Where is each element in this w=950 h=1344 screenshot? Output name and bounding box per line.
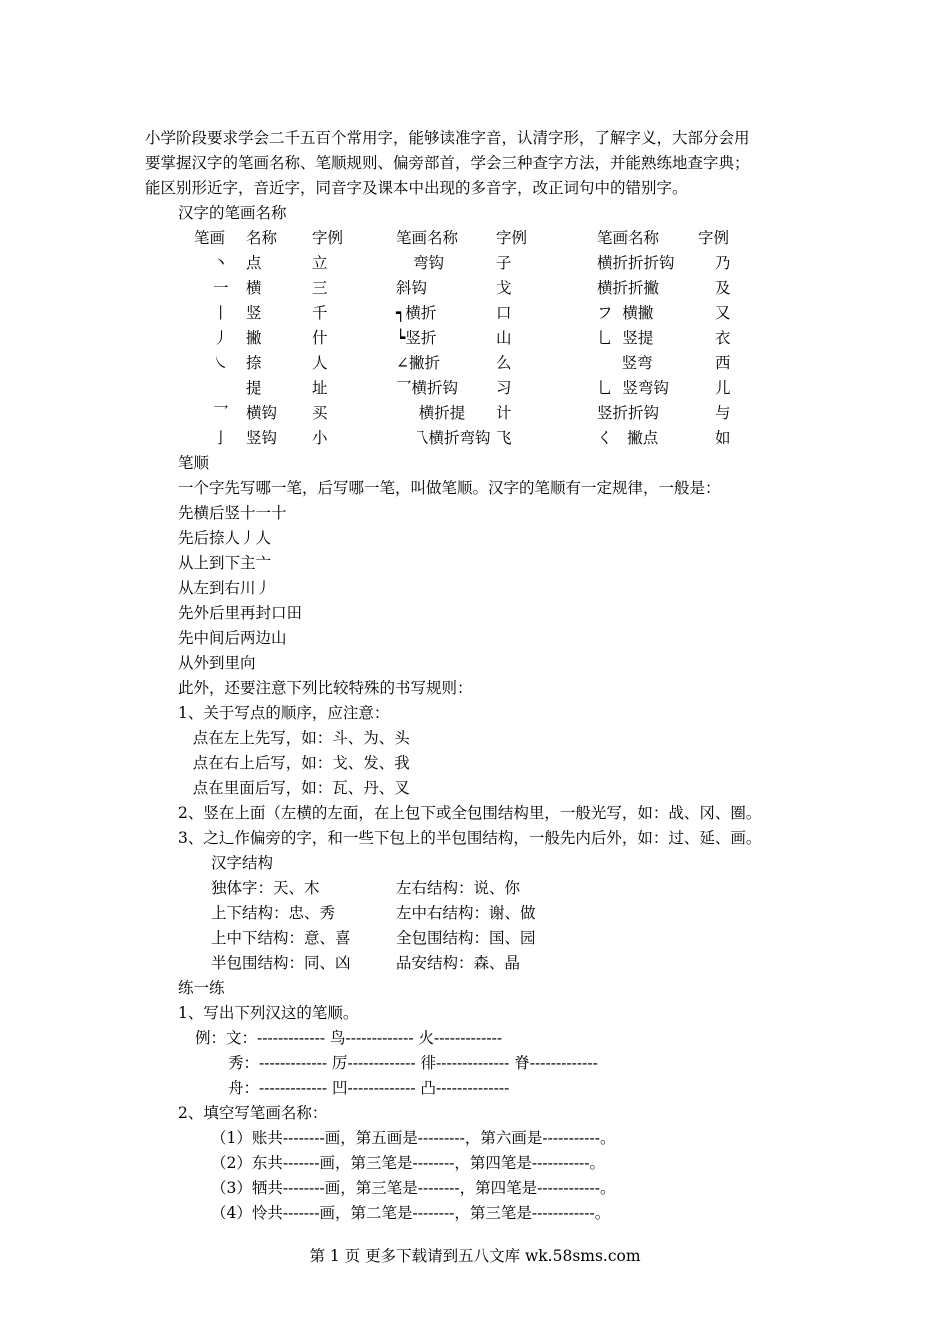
stroke-glyph: 丨 [213,304,229,322]
stroke-name-2: 乁横折弯钩 [413,429,491,447]
stroke-glyph: 亅 [213,429,229,447]
stroke-example-3: 儿 [715,379,731,397]
structure-item: 全包围结构：国、园 [396,929,536,947]
structure-item: 左中右结构：谢、做 [396,904,536,922]
order-rule: 先外后里再封口田 [178,604,303,622]
strokes-header-stroke-name-3: 笔画名称 [597,229,660,247]
stroke-name-3: 乚 竖弯钩 [597,379,669,397]
order-rule: 从左到右川丿 [178,579,272,597]
stroke-example-3: 乃 [715,254,731,272]
order-rule: 先中间后两边山 [178,629,287,647]
stroke-example: 小 [312,429,328,447]
intro-line-1: 小学阶段要求学会二千五百个常用字，能够读准字音，认清字形，了解字义，大部分会用 [145,129,750,147]
strokes-header-example-3: 字例 [698,229,730,247]
stroke-name: 捺 [246,354,262,372]
stroke-name: 横 [246,279,262,297]
stroke-name-3: 竖折折钩 [597,404,660,422]
stroke-name-2: ┑横折 [396,304,437,322]
stroke-example: 什 [312,329,328,347]
stroke-name-2: ┕竖折 [396,329,437,347]
practice-heading: 练一练 [178,979,225,997]
stroke-example: 人 [312,354,328,372]
order-special-1: 1、关于写点的顺序，应注意： [178,704,390,722]
strokes-header-stroke-name-2: 笔画名称 [396,229,459,247]
stroke-example-2: 戈 [496,279,512,297]
stroke-example-3: 如 [715,429,731,447]
order-rule: 先后捺人丿人 [178,529,272,547]
practice-q2: 2、填空写笔画名称： [178,1104,328,1122]
stroke-example-2: 飞 [496,429,512,447]
practice-q2-line: （1）账共--------画，第五画是---------，第六画是-----------。 [211,1129,616,1147]
practice-q2-line: （2）东共-------画，第三笔是--------，第四笔是-----------。 [211,1154,606,1172]
stroke-example: 三 [312,279,328,297]
stroke-example-3: 与 [715,404,731,422]
stroke-name-2: 横折提 [404,404,466,422]
strokes-header-example: 字例 [312,229,344,247]
practice-q1-line: 秀：------------- 厉------------- 徘-------------- 脊------------- [228,1054,598,1072]
structure-item: 独体字：天、木 [211,879,320,897]
structure-item: 上中下结构：意、喜 [211,929,351,947]
order-rule: 从外到里向 [178,654,256,672]
stroke-name: 竖 [246,304,262,322]
stroke-name-3: 横折折撇 [597,279,660,297]
structure-item: 左右结构：说、你 [396,879,521,897]
stroke-name-3: く 撇点 [597,429,659,447]
structure-item: 上下结构：忠、秀 [211,904,336,922]
stroke-example-3: 又 [715,304,731,322]
stroke-name-3: 乚 竖提 [597,329,654,347]
stroke-example-2: 子 [496,254,512,272]
stroke-name-2: ∠撇折 [396,354,440,372]
stroke-name-3: フ 横撇 [597,304,654,322]
stroke-name: 提 [246,379,262,397]
stroke-example: 千 [312,304,328,322]
stroke-name-3: 横折折折钩 [597,254,675,272]
stroke-name: 撇 [246,329,262,347]
stroke-glyph: 一 [213,279,229,297]
strokes-header-example-2: 字例 [496,229,528,247]
stroke-name-2: 乛横折钩 [396,379,459,397]
stroke-glyph: 丶 [213,254,229,272]
order-special-1-item: 点在里面后写，如：瓦、丹、叉 [178,779,410,797]
stroke-example-3: 西 [715,354,731,372]
order-special-1-item: 点在右上后写，如：戈、发、我 [178,754,410,772]
practice-q2-line: （4）怜共-------画，第二笔是--------，第三笔是------------。 [211,1204,611,1222]
practice-q1: 1、写出下列汉这的笔顺。 [178,1004,359,1022]
order-heading: 笔顺 [178,454,210,472]
stroke-example-2: 计 [496,404,512,422]
structure-item: 品安结构：森、晶 [396,954,521,972]
strokes-header-name: 名称 [246,229,278,247]
stroke-name: 点 [246,254,262,272]
stroke-example-3: 及 [715,279,731,297]
stroke-glyph: 乛 [213,404,229,422]
stroke-name-2: 弯钩 [413,254,445,272]
page-footer: 第 1 页 更多下载请到五八文库 wk.58sms.com [309,1247,641,1265]
intro-line-2: 要掌握汉字的笔画名称、笔顺规则、偏旁部首，学会三种查字方法，并能熟练地查字典； [145,154,750,172]
stroke-glyph: 丿 [213,329,229,347]
stroke-example-2: 么 [496,354,512,372]
order-special-2: 2、竖在上面（左横的左面，在上包下或全包围结构里，一般光写，如：战、冈、圈。 [178,804,762,822]
stroke-glyph: ㇏ [213,354,229,372]
strokes-header-stroke: 笔画 [194,229,226,247]
intro-line-3: 能区别形近字，音近字，同音字及课本中出现的多音字，改正词句中的错别字。 [145,179,688,197]
stroke-example-2: 口 [496,304,512,322]
order-special-3: 3、之辶作偏旁的字，和一些下包上的半包围结构，一般先内后外，如：过、延、画。 [178,829,762,847]
stroke-name: 横钩 [246,404,278,422]
practice-q1-line: 例：文：------------- 鸟------------- 火------------- [195,1029,503,1047]
strokes-heading: 汉字的笔画名称 [178,204,287,222]
structure-item: 半包围结构：同、凶 [211,954,351,972]
stroke-example-2: 习 [496,379,512,397]
order-intro: 一个字先写哪一笔，后写哪一笔，叫做笔顺。汉字的笔顺有一定规律，一般是： [178,479,721,497]
stroke-example-2: 山 [496,329,512,347]
order-special-1-item: 点在左上先写，如：斗、为、头 [178,729,410,747]
structure-heading: 汉字结构 [211,854,274,872]
practice-q2-line: （3）牺共--------画，第三笔是--------，第四笔是------------。 [211,1179,616,1197]
stroke-example: 址 [312,379,328,397]
stroke-name: 竖钩 [246,429,278,447]
stroke-name-3: 竖弯 [597,354,653,372]
practice-q1-line: 舟：------------- 凹------------- 凸-------------- [228,1079,510,1097]
order-rule: 先横后竖十一十 [178,504,287,522]
stroke-name-2: 斜钩 [396,279,428,297]
order-special-intro: 此外，还要注意下列比较特殊的书写规则： [178,679,473,697]
stroke-example-3: 衣 [715,329,731,347]
order-rule: 从上到下主亠 [178,554,272,572]
stroke-example: 立 [312,254,328,272]
stroke-example: 买 [312,404,328,422]
